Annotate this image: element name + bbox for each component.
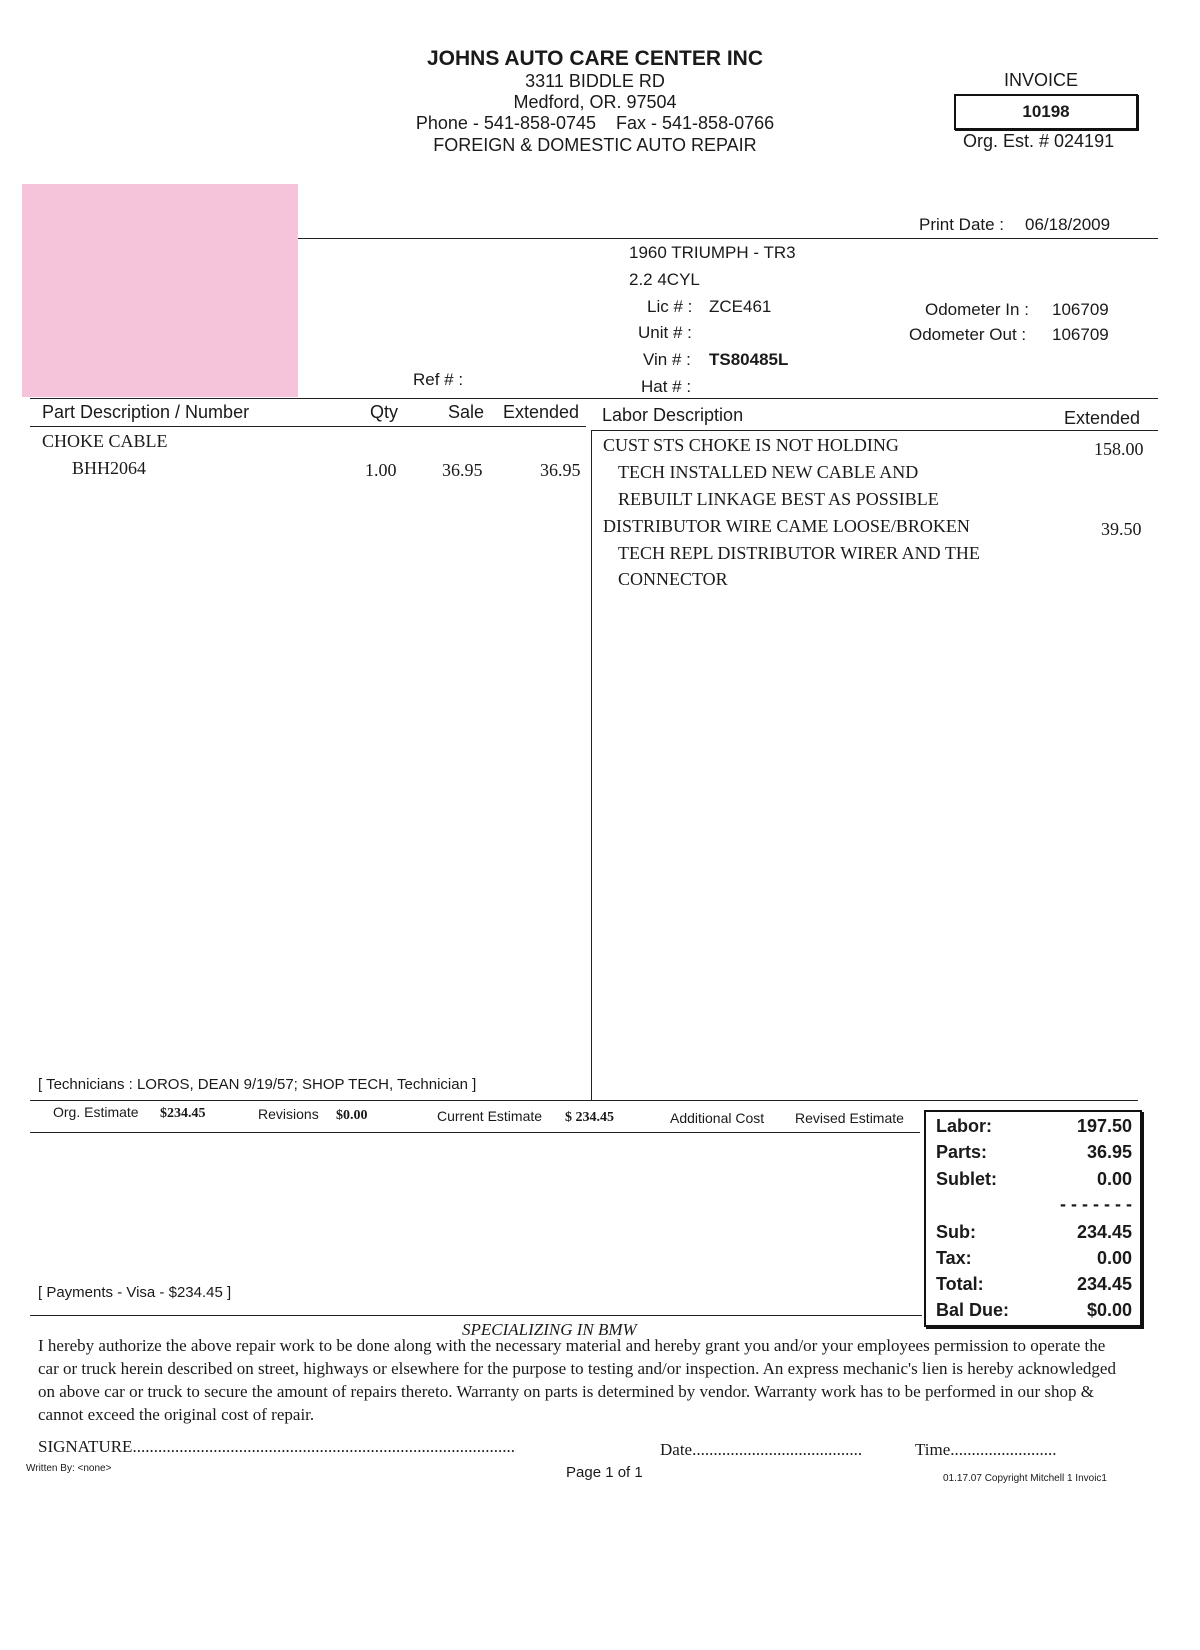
revisions-label: Revisions xyxy=(258,1106,319,1122)
header-rule xyxy=(298,238,1158,239)
labor-line: REBUILT LINKAGE BEST AS POSSIBLE xyxy=(618,489,939,509)
authorization-text: I hereby authorize the above repair work to be done along with the necessary material and hereby grant you and/or your employees permission to operate the car or truck herein described on street, highways or elsewhere for the purpose to testing and/or inspection. An express mechanic's lien is hereby acknowledged on above car or truck to secure the amount of repairs thereto. Warranty on parts is determined by vendor. Warranty work has to be performed in our shop & cannot exceed the original cost of repair. xyxy=(38,1336,1116,1424)
shop-name: JOHNS AUTO CARE CENTER INC xyxy=(426,47,764,70)
hat-label: Hat # : xyxy=(641,377,692,396)
column-divider xyxy=(591,430,592,1100)
shop-tagline: FOREIGN & DOMESTIC AUTO REPAIR xyxy=(433,135,757,155)
sublet-total: 0.00 xyxy=(1096,1169,1132,1189)
org-estimate-number: Org. Est. # 024191 xyxy=(963,131,1115,151)
parts-total: 36.95 xyxy=(1086,1142,1132,1162)
totals-separator: - - - - - - - xyxy=(1060,1194,1132,1214)
print-date-label: Print Date : xyxy=(919,215,1005,234)
vehicle-model: 1960 TRIUMPH - TR3 xyxy=(629,243,796,262)
col-sale: Sale xyxy=(448,402,485,422)
tax-label: Tax: xyxy=(936,1248,972,1268)
estimate-top-rule xyxy=(30,1100,1138,1101)
invoice-number: 10198 xyxy=(954,94,1138,130)
col-extended: Extended xyxy=(503,402,580,422)
totals-box xyxy=(924,1110,1142,1327)
shop-address: 3311 BIDDLE RD xyxy=(525,71,665,91)
lic-label: Lic # : xyxy=(647,297,693,316)
sub-total: 234.45 xyxy=(1076,1222,1132,1242)
labor-line: TECH REPL DISTRIBUTOR WIRER AND THE xyxy=(618,543,980,563)
technicians: [ Technicians : LOROS, DEAN 9/19/57; SHOP TECH, Technician ] xyxy=(38,1076,477,1093)
labor-amount: 39.50 xyxy=(1101,519,1142,539)
current-estimate-label: Current Estimate xyxy=(437,1108,543,1124)
balance-due: $0.00 xyxy=(1086,1300,1132,1320)
part-sale: 36.95 xyxy=(442,460,483,480)
date-line: Date........................................ xyxy=(660,1440,863,1459)
unit-label: Unit # : xyxy=(638,323,692,342)
org-estimate-value: $234.45 xyxy=(160,1106,206,1121)
col-part-description: Part Description / Number xyxy=(42,402,250,422)
lic-value: ZCE461 xyxy=(709,297,772,316)
specializing: SPECIALIZING IN BMW xyxy=(462,1320,637,1339)
grand-total: 234.45 xyxy=(1076,1274,1132,1294)
vehicle-engine: 2.2 4CYL xyxy=(629,270,700,289)
labor-line: CONNECTOR xyxy=(618,569,728,589)
part-extended: 36.95 xyxy=(540,460,581,480)
part-description: CHOKE CABLE xyxy=(42,431,168,451)
col-labor-description: Labor Description xyxy=(602,405,744,425)
column-header-top-rule xyxy=(30,398,1158,399)
payments: [ Payments - Visa - $234.45 ] xyxy=(38,1284,232,1301)
parts-header-rule xyxy=(30,426,586,427)
balance-due-label: Bal Due: xyxy=(936,1300,1010,1320)
odometer-out: 106709 xyxy=(1052,325,1109,344)
estimate-bottom-rule xyxy=(30,1132,920,1133)
ref-label: Ref # : xyxy=(413,370,464,389)
grand-total-label: Total: xyxy=(936,1274,984,1294)
part-number: BHH2064 xyxy=(72,458,147,478)
col-qty: Qty xyxy=(370,402,399,422)
page-number: Page 1 of 1 xyxy=(566,1464,643,1481)
written-by: Written By: <none> xyxy=(26,1463,112,1474)
labor-line: CUST STS CHOKE IS NOT HOLDING xyxy=(603,435,899,455)
shop-city: Medford, OR. 97504 xyxy=(513,92,677,112)
parts-total-label: Parts: xyxy=(936,1142,988,1162)
invoice-label: INVOICE xyxy=(1004,70,1079,90)
sub-total-label: Sub: xyxy=(936,1222,976,1242)
part-qty: 1.00 xyxy=(365,460,397,480)
signature-line: SIGNATURE.......................................................................................... xyxy=(38,1437,515,1456)
labor-total-label: Labor: xyxy=(936,1116,992,1136)
odometer-in-label: Odometer In : xyxy=(925,300,1029,319)
additional-cost-label: Additional Cost xyxy=(670,1110,765,1126)
current-estimate-value: $ 234.45 xyxy=(565,1110,614,1125)
col-labor-extended: Extended xyxy=(1064,408,1141,428)
labor-amount: 158.00 xyxy=(1094,439,1144,459)
org-estimate-label: Org. Estimate xyxy=(53,1104,139,1120)
vin-value: TS80485L xyxy=(709,350,789,369)
time-line: Time......................... xyxy=(915,1440,1057,1459)
revisions-value: $0.00 xyxy=(336,1108,368,1123)
odometer-in: 106709 xyxy=(1052,300,1109,319)
labor-header-rule xyxy=(592,430,1158,431)
copyright: 01.17.07 Copyright Mitchell 1 Invoic1 xyxy=(943,1473,1107,1484)
vin-label: Vin # : xyxy=(643,350,691,369)
labor-line: DISTRIBUTOR WIRE CAME LOOSE/BROKEN xyxy=(603,516,970,536)
revised-estimate-label: Revised Estimate xyxy=(795,1110,904,1126)
sublet-total-label: Sublet: xyxy=(936,1169,997,1189)
shop-phone: Phone - 541-858-0745 Fax - 541-858-0766 xyxy=(415,113,775,133)
odometer-out-label: Odometer Out : xyxy=(909,325,1027,344)
labor-total: 197.50 xyxy=(1076,1116,1132,1136)
redacted-customer-info xyxy=(22,184,298,397)
labor-line: TECH INSTALLED NEW CABLE AND xyxy=(618,462,919,482)
print-date: 06/18/2009 xyxy=(1025,215,1111,234)
footer-top-rule xyxy=(30,1315,922,1316)
tax-value: 0.00 xyxy=(1096,1248,1132,1268)
